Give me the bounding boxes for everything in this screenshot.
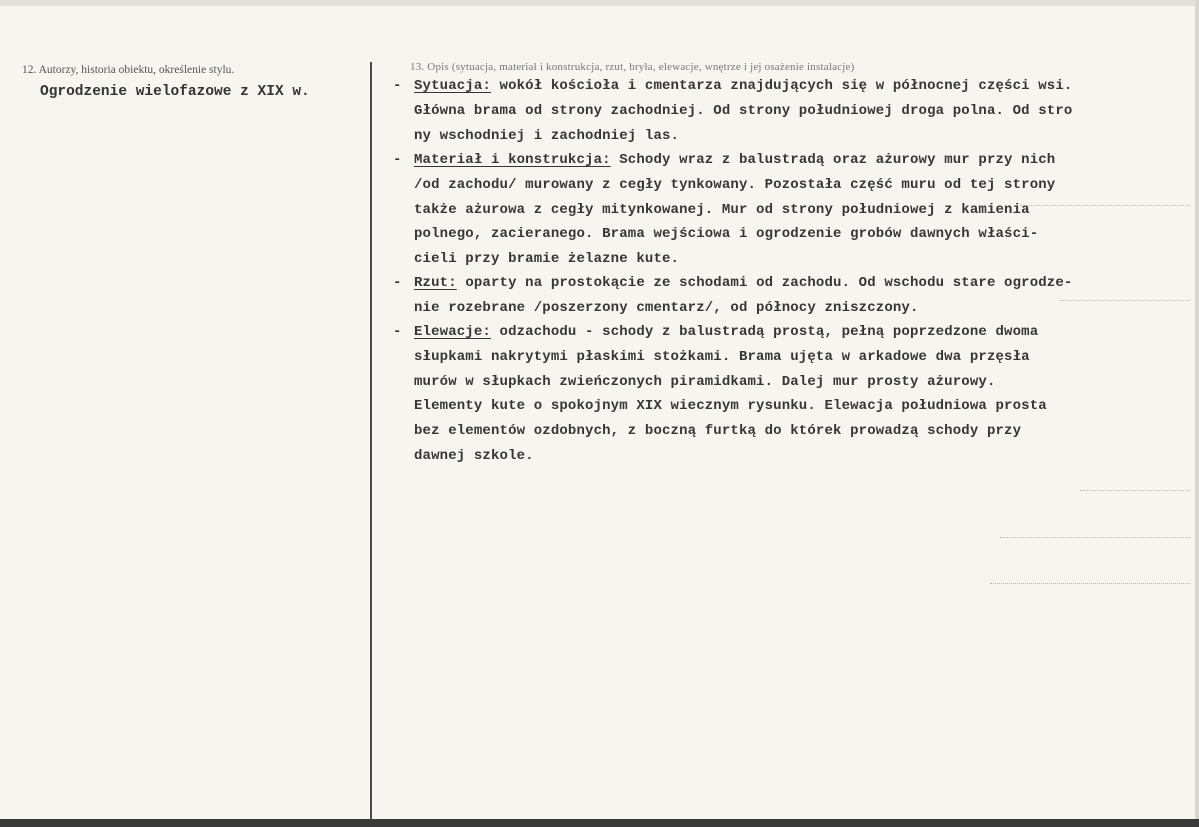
section-sytuacja-first-line: - Sytuacja: wokół kościoła i cmentarza znajdujących się w północnej części wsi. bbox=[393, 78, 1073, 94]
paper-top-edge bbox=[0, 0, 1199, 6]
text-line: murów w słupkach zwieńczonych piramidkami. Dalej mur prosty ażurowy. bbox=[414, 374, 996, 390]
ruling-line bbox=[1000, 537, 1190, 539]
text-line: ny wschodniej i zachodniej las. bbox=[414, 128, 680, 144]
section-heading: Rzut: bbox=[414, 275, 457, 291]
section-rzut-first-line: - Rzut: oparty na prostokącie ze schodami od zachodu. Od wschodu stare ogrodze- bbox=[393, 275, 1073, 291]
text-line: także ażurowa z cegły mitynkowanej. Mur od strony południowej z kamienia bbox=[414, 202, 1030, 218]
scan-bottom-border bbox=[0, 819, 1199, 827]
text-line: Główna brama od strony zachodniej. Od strony południowej droga polna. Od stro bbox=[414, 103, 1073, 119]
ruling-line bbox=[1060, 300, 1190, 302]
text-line: słupkami nakrytymi płaskimi stożkami. Brama ujęta w arkadowe dwa przęsła bbox=[414, 349, 1030, 365]
text-line: dawnej szkole. bbox=[414, 448, 534, 464]
column-divider bbox=[370, 62, 372, 820]
field-12-value: Ogrodzenie wielofazowe z XIX w. bbox=[40, 84, 310, 100]
ruling-line bbox=[990, 583, 1190, 585]
section-heading: Sytuacja: bbox=[414, 78, 491, 94]
field-12-label: 12. Autorzy, historia obiektu, określenie stylu. bbox=[22, 64, 235, 76]
paper-right-edge bbox=[1195, 0, 1199, 827]
section-heading: Materiał i konstrukcja: bbox=[414, 152, 611, 168]
text-line: cieli przy bramie żelazne kute. bbox=[414, 251, 680, 267]
text-line: bez elementów ozdobnych, z boczną furtką do którek prowadzą schody przy bbox=[414, 423, 1022, 439]
section-heading: Elewacje: bbox=[414, 324, 491, 340]
section-elewacje-first-line: - Elewacje: odzachodu - schody z balustradą prostą, pełną poprzedzone dwoma bbox=[393, 324, 1039, 340]
ruling-line bbox=[1080, 490, 1190, 492]
ruling-line bbox=[1020, 205, 1190, 207]
text-line: nie rozebrane /poszerzony cmentarz/, od północy zniszczony. bbox=[414, 300, 919, 316]
section-material-first-line: - Materiał i konstrukcja: Schody wraz z balustradą oraz ażurowy mur przy nich bbox=[393, 152, 1056, 168]
text-line: /od zachodu/ murowany z cegły tynkowany. Pozostała część muru od tej strony bbox=[414, 177, 1056, 193]
text-line: polnego, zacieranego. Brama wejściowa i ogrodzenie grobów dawnych właści- bbox=[414, 226, 1039, 242]
field-13-label: 13. Opis (sytuacja, materiał i konstrukcja, rzut, bryła, elewacje, wnętrze i jej osażenie instalacje) bbox=[410, 61, 855, 73]
text-line: Elementy kute o spokojnym XIX wiecznym rysunku. Elewacja południowa prosta bbox=[414, 398, 1047, 414]
